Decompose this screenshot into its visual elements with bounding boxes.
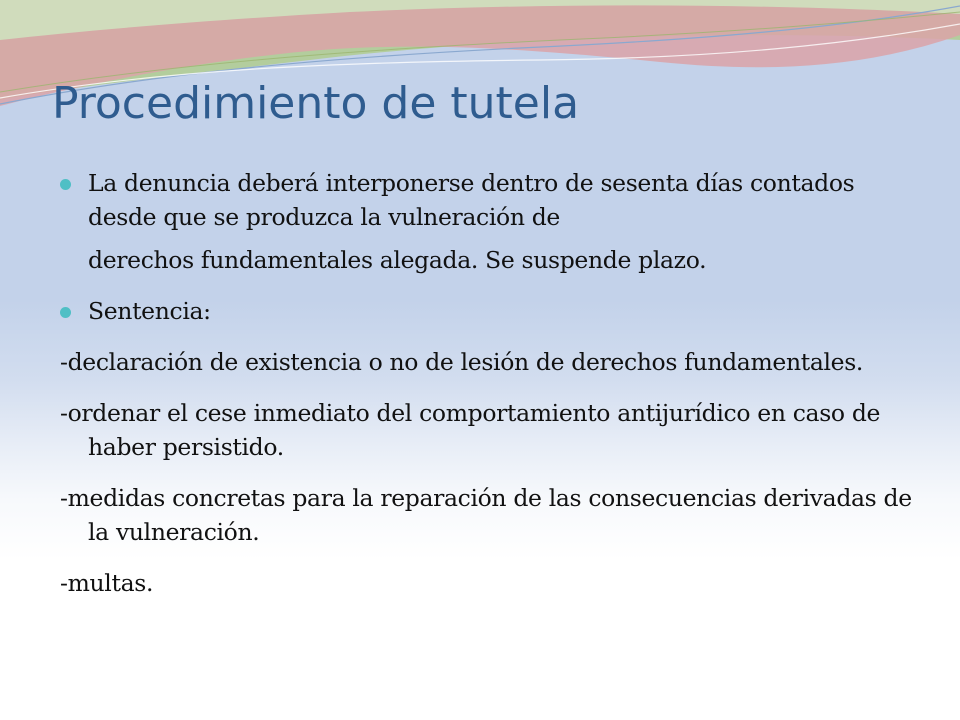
- bullet-dot-icon: [60, 179, 71, 190]
- slide-title: Procedimiento de tutela: [52, 78, 580, 129]
- bullet-continuation: derechos fundamentales alegada. Se suspende plazo.: [88, 246, 707, 274]
- slide-body: [60, 166, 920, 617]
- bullet-item: [60, 294, 920, 328]
- bullet-text: La denuncia deberá interponerse dentro de sesenta días contados desde que se produzca la vulneración de: [88, 169, 855, 231]
- list-item: -ordenar el cese inmediato del comportamiento antijurídico en caso de haber persistido.: [60, 399, 881, 461]
- bullet-item: [60, 166, 920, 234]
- bullet-text: Sentencia:: [88, 297, 211, 325]
- list-item: -multas.: [60, 569, 154, 597]
- bullet-dot-icon: [60, 307, 71, 318]
- list-item: -medidas concretas para la reparación de las consecuencias derivadas de la vulneración.: [60, 484, 912, 546]
- list-item: -declaración de existencia o no de lesión de derechos fundamentales.: [60, 348, 864, 376]
